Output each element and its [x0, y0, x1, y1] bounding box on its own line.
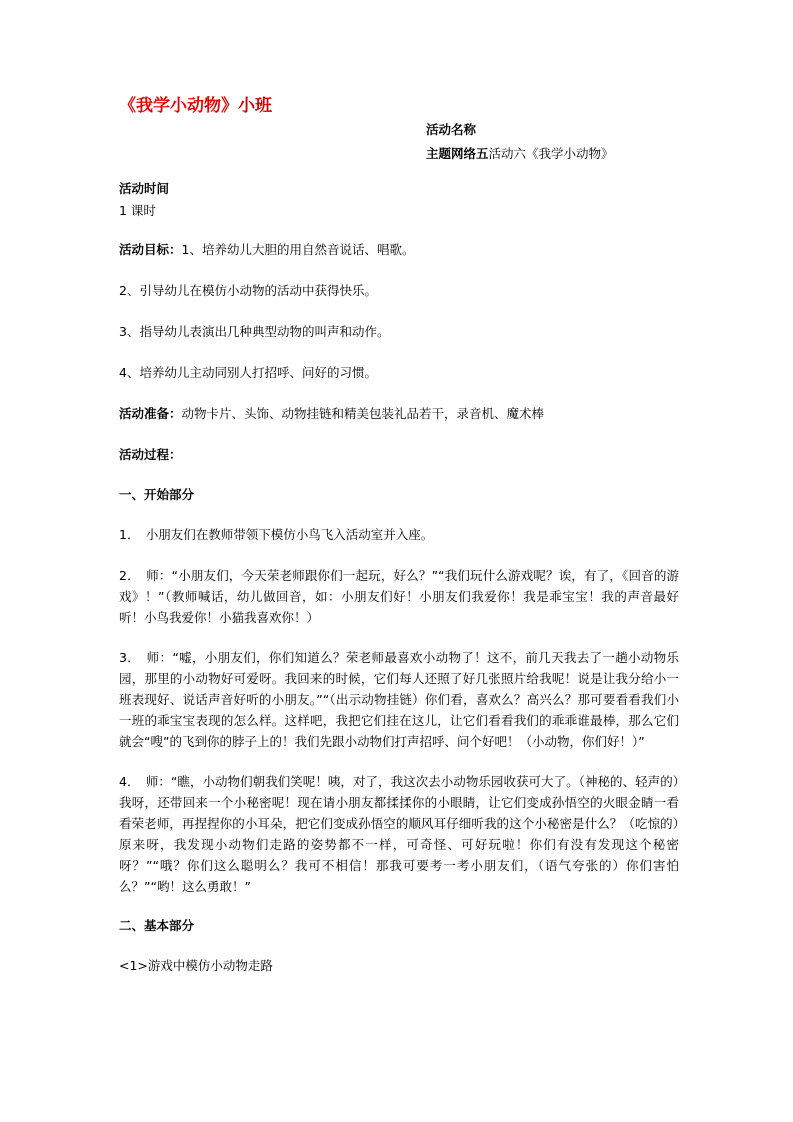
- activity-name-label: 活动名称: [426, 122, 477, 137]
- goals-label: 活动目标：: [119, 242, 182, 257]
- preparation: [119, 404, 679, 424]
- activity-name-theme: 主题网络五: [426, 146, 489, 161]
- document-body: [119, 179, 679, 976]
- time-label: 活动时间: [119, 181, 170, 196]
- step-1: 1． 小朋友们在教师带领下模仿小鸟飞入活动室并入座。: [119, 527, 434, 542]
- step-2: 2． 师：“小朋友们，今天荣老师跟你们一起玩，好么？”“我们玩什么游戏呢？诶，有了，《回音的游戏》！”（教师喊话，幼儿做回音，如：小朋友们好！小朋友们我爱你！我是乖宝宝！我的声音最好听！小鸟我爱你！小猫我喜欢你！）: [119, 568, 679, 625]
- section-heading-basic: 二、基本部分: [119, 918, 195, 933]
- title-close-bracket: 》: [221, 96, 238, 116]
- process-label: 活动过程：: [119, 447, 182, 462]
- goal-item: 3、指导幼儿表演出几种典型动物的叫声和动作。: [119, 324, 390, 339]
- basic-item-1: <1>游戏中模仿小动物走路: [119, 958, 273, 973]
- goal-item: [119, 240, 679, 260]
- section-heading-start: 一、开始部分: [119, 487, 195, 502]
- document-title: [119, 95, 272, 117]
- activity-name-value: 活动六《我学小动物》: [488, 146, 614, 161]
- title-suffix: 小班: [238, 96, 272, 116]
- step-4: 4． 师：“瞧，小动物们朝我们笑呢！咦，对了，我这次去小动物乐园收获可大了。（神秘的、轻声的）我呀，还带回来一个小秘密呢！现在请小朋友都揉揉你的小眼睛，让它们变成孙悟空的火眼金睛一看看荣老师，再捏捏你的小耳朵，把它们变成孙悟空的顺风耳仔细听我的这个小秘密是什么？（吃惊的）原来呀，我发现小动物们走路的姿势都不一样，可奇怪、可好玩啦！你们有没有发现这个秘密呀？”“哦？你们这么聪明么？我可不相信！那我可要考一考小朋友们，（语气夸张的）你们害怕么？”“哟！这么勇敢！”: [119, 774, 679, 894]
- prep-label: 活动准备：: [119, 406, 182, 421]
- prep-value: 动物卡片、头饰、动物挂链和精美包装礼品若干，录音机、魔术棒: [181, 406, 545, 421]
- activity-name-block: [426, 118, 614, 166]
- goal-item: 4、培养幼儿主动同别人打招呼、问好的习惯。: [119, 365, 377, 380]
- goal-text-1: 1、培养幼儿大胆的用自然音说话、唱歌。: [181, 242, 415, 257]
- step-3: 3． 师：“嘘，小朋友们，你们知道么？荣老师最喜欢小动物了！这不，前几天我去了一趟小动物乐园，那里的小动物好可爱呀。我回来的时候，它们每人还照了好几张照片给我呢！说是让我分给小一班表现好、说话声音好听的小朋友。”“（出示动物挂链）你们看，喜欢么？高兴么？那可要看看我们小一班的乖宝宝表现的怎么样。这样吧，我把它们挂在这儿，让它们看看我们的乖乖谁最棒，那么它们就会“嗖”的飞到你的脖子上的！我们先跟小动物们打声招呼、问个好吧！（小动物，你们好！）”: [119, 650, 679, 749]
- title-main: 我学小动物: [136, 96, 221, 116]
- title-open-bracket: 《: [119, 96, 136, 116]
- goal-item: 2、引导幼儿在模仿小动物的活动中获得快乐。: [119, 283, 377, 298]
- time-value: 1 课时: [119, 203, 156, 218]
